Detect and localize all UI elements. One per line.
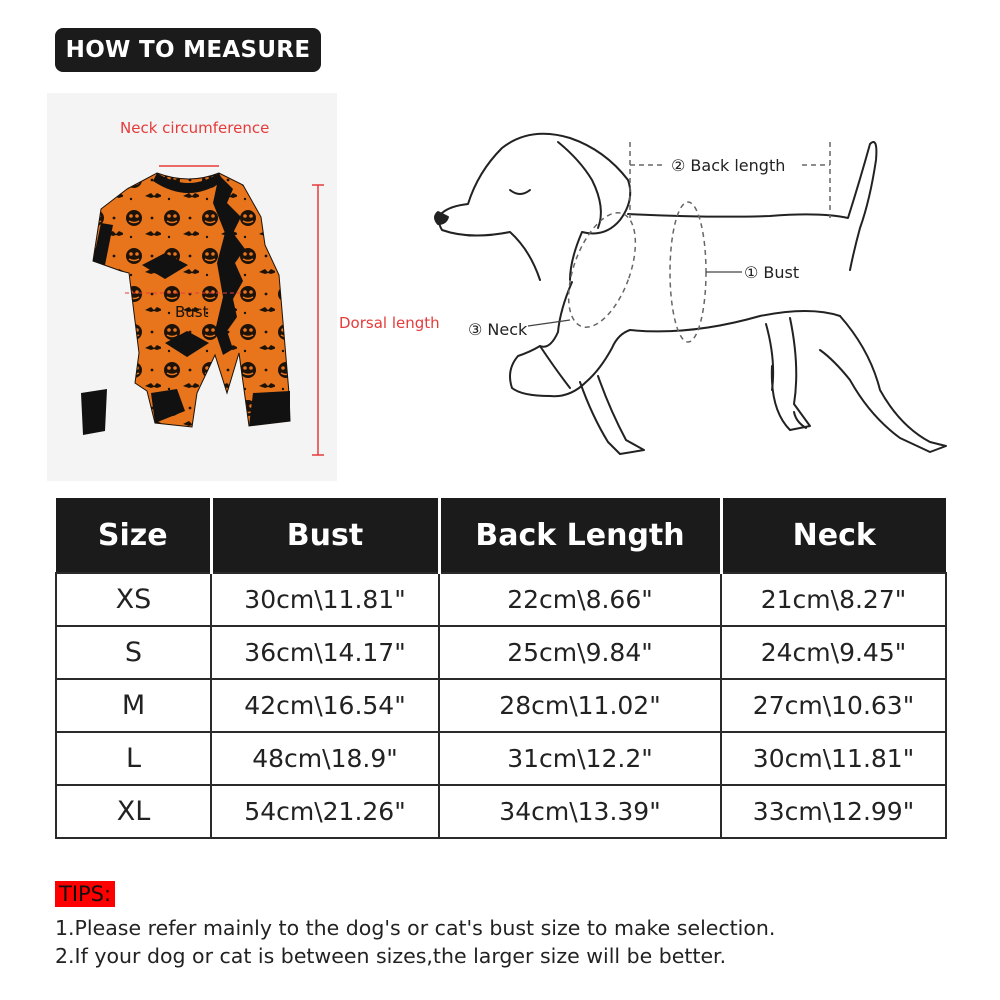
tip-line-2: 2.If your dog or cat is between sizes,the larger size will be better. xyxy=(55,944,727,968)
garment-photo-panel xyxy=(47,93,440,481)
header-bust: Bust xyxy=(211,498,439,573)
back-length-cell: 25cm\9.84" xyxy=(439,626,721,679)
table-header-row xyxy=(56,498,946,573)
table-row xyxy=(56,626,946,679)
dorsal-length-label: Dorsal length xyxy=(339,314,440,332)
tips-badge: TIPS: xyxy=(55,881,115,907)
neck-cell: 27cm\10.63" xyxy=(721,679,946,732)
back-length-cell: 22cm\8.66" xyxy=(439,573,721,626)
size-cell: S xyxy=(56,626,211,679)
neck-circumference-label: Neck circumference xyxy=(120,119,270,137)
table-row xyxy=(56,785,946,838)
back-length-cell: 31cm\12.2" xyxy=(439,732,721,785)
dog-neck-label: ③ Neck xyxy=(468,320,528,339)
back-length-cell: 34cm\13.39" xyxy=(439,785,721,838)
size-chart-table xyxy=(55,498,947,839)
back-length-label: ② Back length xyxy=(671,156,786,175)
bust-cell: 30cm\11.81" xyxy=(211,573,439,626)
bust-cell: 48cm\18.9" xyxy=(211,732,439,785)
neck-cell: 33cm\12.99" xyxy=(721,785,946,838)
bust-cell: 42cm\16.54" xyxy=(211,679,439,732)
header-size: Size xyxy=(56,498,211,573)
neck-cell: 21cm\8.27" xyxy=(721,573,946,626)
header-neck: Neck xyxy=(721,498,946,573)
table-row xyxy=(56,573,946,626)
how-to-measure-header: HOW TO MEASURE xyxy=(55,28,321,72)
bust-cell: 36cm\14.17" xyxy=(211,626,439,679)
table-row xyxy=(56,679,946,732)
bust-cell: 54cm\21.26" xyxy=(211,785,439,838)
tip-line-1: 1.Please refer mainly to the dog's or cat's bust size to make selection. xyxy=(55,916,776,940)
size-cell: XL xyxy=(56,785,211,838)
back-length-cell: 28cm\11.02" xyxy=(439,679,721,732)
table-row xyxy=(56,732,946,785)
neck-cell: 24cm\9.45" xyxy=(721,626,946,679)
dog-measure-diagram xyxy=(430,120,960,470)
size-cell: L xyxy=(56,732,211,785)
pajama-illustration xyxy=(47,93,337,481)
size-cell: XS xyxy=(56,573,211,626)
neck-cell: 30cm\11.81" xyxy=(721,732,946,785)
dog-bust-label: ① Bust xyxy=(744,263,800,282)
garment-bust-label: Bust xyxy=(175,303,209,321)
header-back-length: Back Length xyxy=(439,498,721,573)
size-cell: M xyxy=(56,679,211,732)
